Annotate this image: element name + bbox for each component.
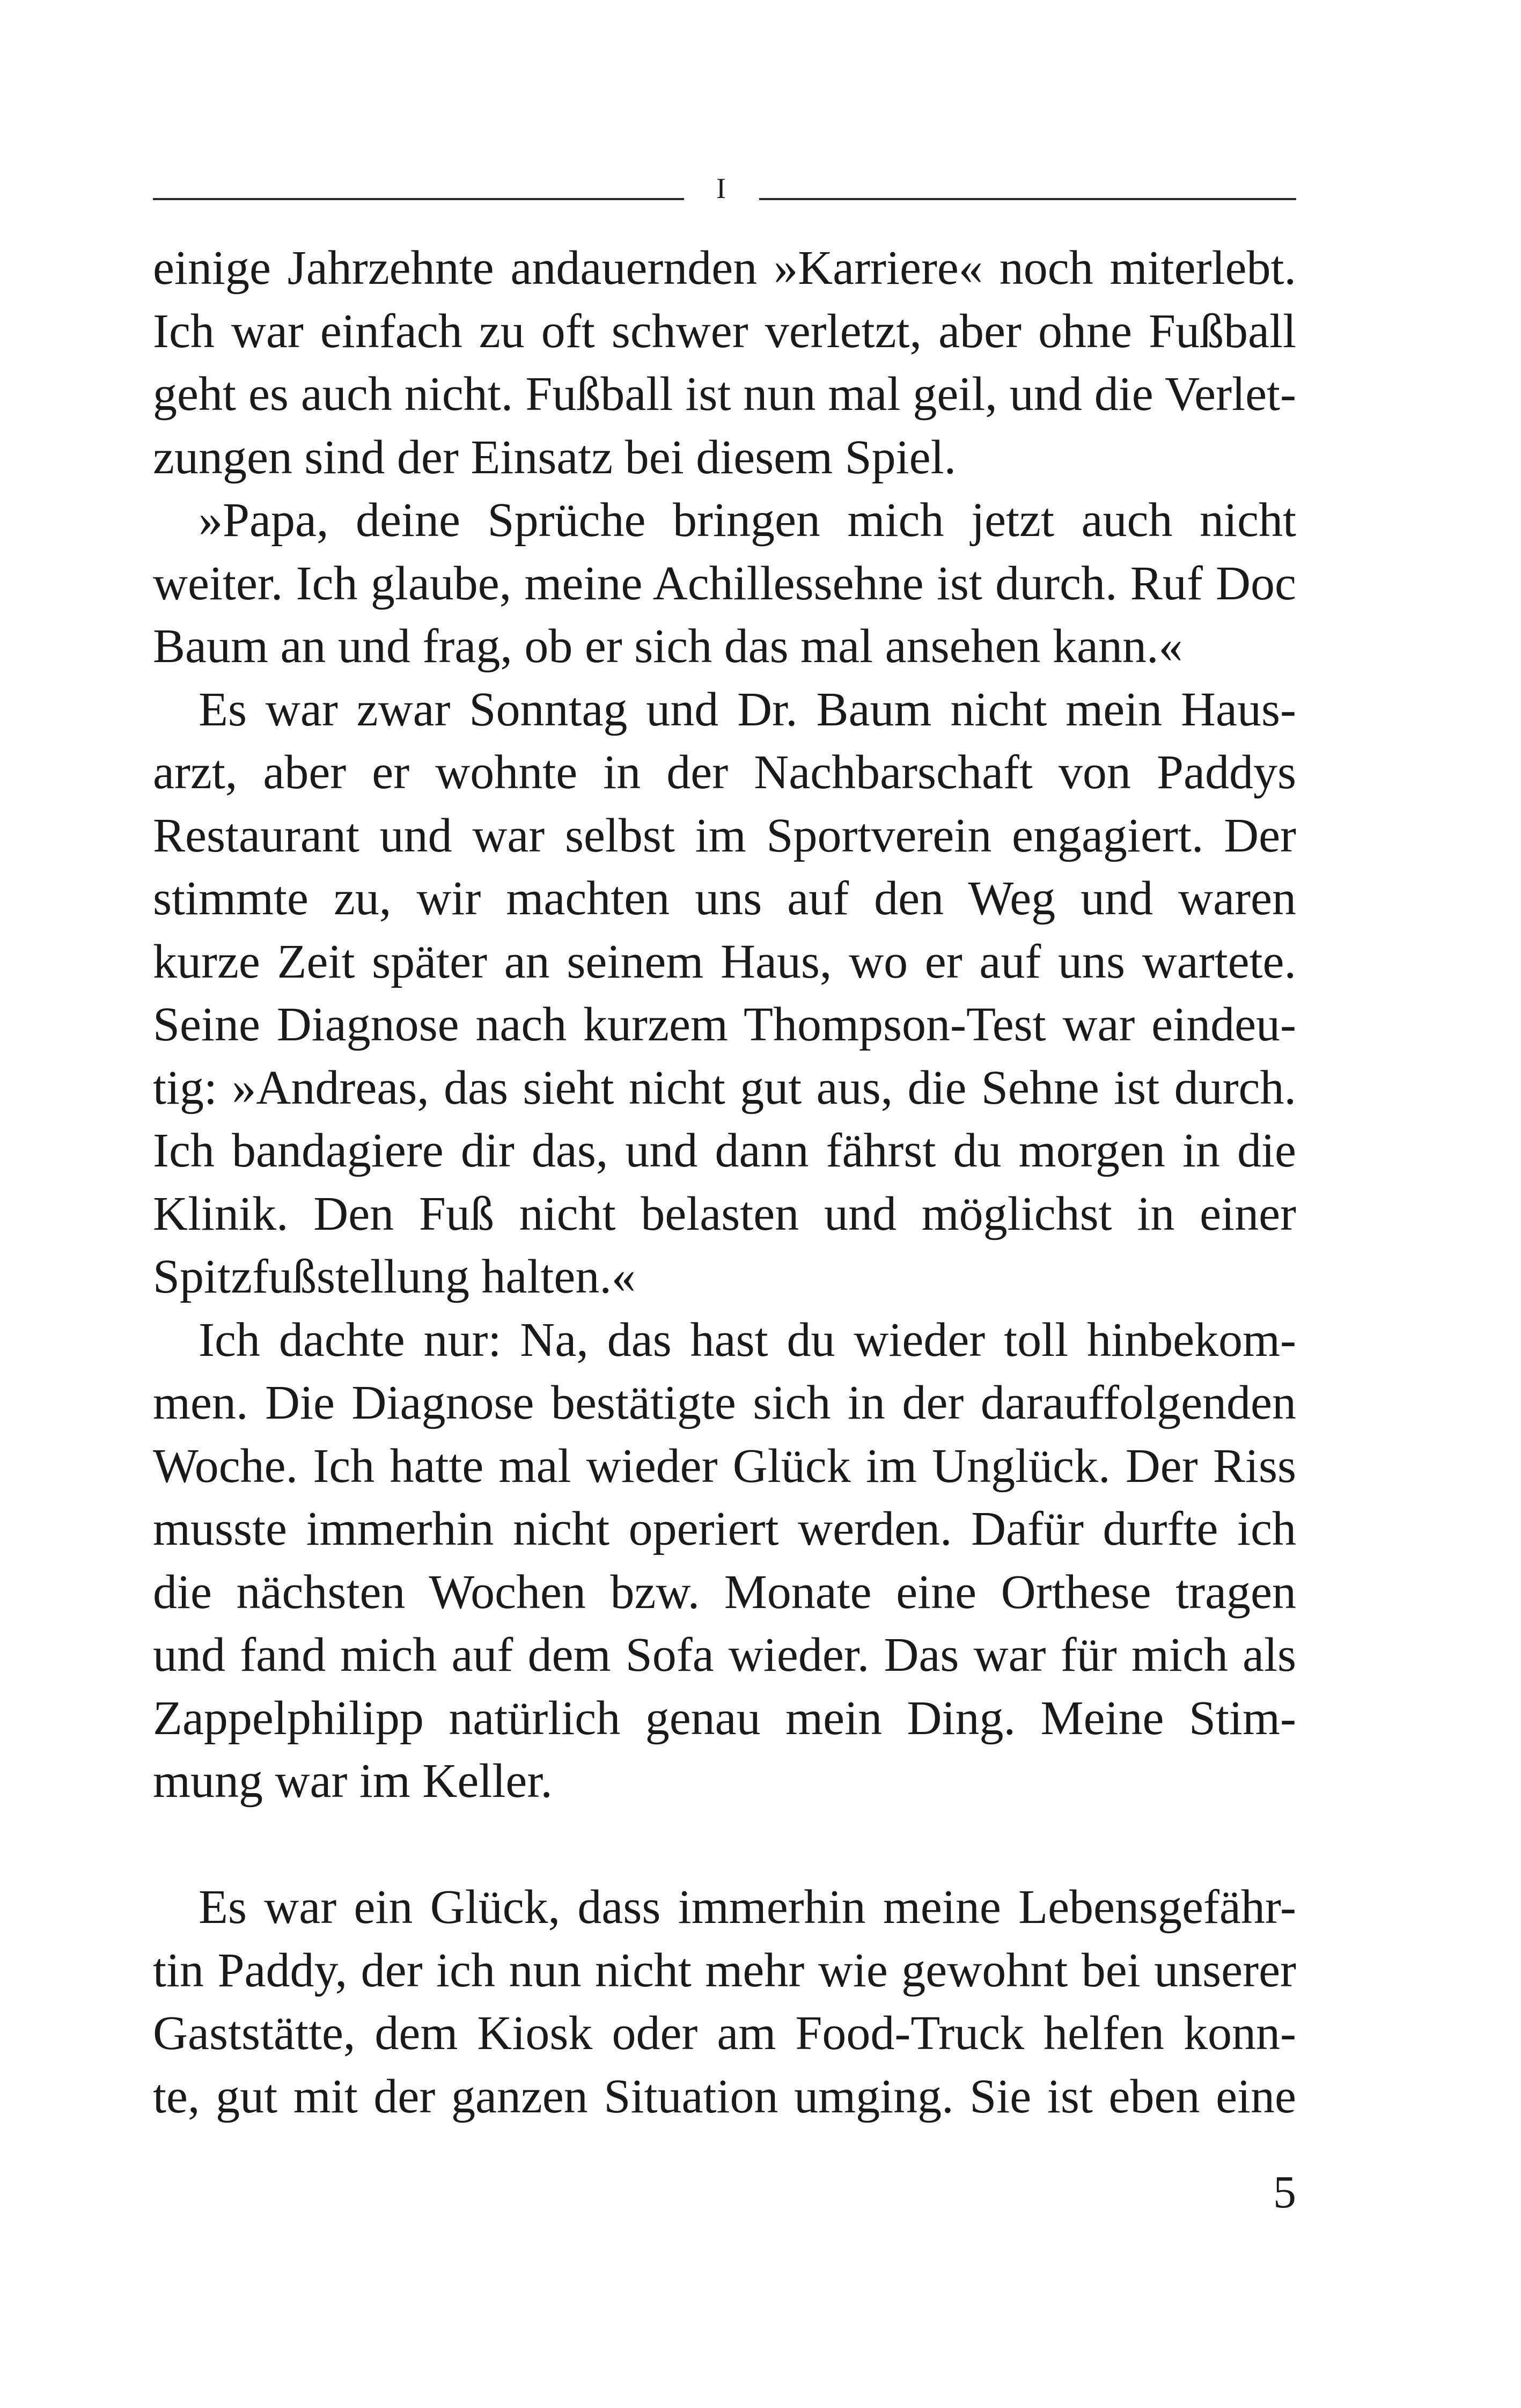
text-line: tin Paddy, der ich nun nicht mehr wie gewohnt bei unserer [153, 1943, 1296, 1997]
running-header [153, 166, 1296, 220]
header-rule-right [759, 198, 1296, 200]
text-line: weiter. Ich glaube, meine Achillessehne ist durch. Ruf Doc [153, 556, 1296, 610]
text-line: einige Jahrzehnte andauernden »Karriere« noch miterlebt. [153, 241, 1296, 295]
text-line: Gaststätte, dem Kiosk oder am Food-Truck helfen konn- [153, 2007, 1296, 2060]
text-line: geht es auch nicht. Fußball ist nun mal geil, und die Verlet- [153, 368, 1296, 421]
paragraph [153, 1876, 1296, 2128]
text-line: die nächsten Wochen bzw. Monate eine Orthese tragen [153, 1565, 1296, 1619]
text-line: Es war zwar Sonntag und Dr. Baum nicht mein Haus- [199, 682, 1296, 736]
text-line: Baum an und frag, ob er sich das mal ansehen kann.« [153, 620, 1183, 673]
chapter-number: I [716, 172, 727, 204]
text-line: Klinik. Den Fuß nicht belasten und möglichst in einer [153, 1187, 1296, 1240]
paragraph [153, 237, 1296, 489]
paragraph [153, 678, 1296, 1309]
text-line: mung war im Keller. [153, 1754, 553, 1808]
body-text [153, 237, 1296, 2128]
text-line: Seine Diagnose nach kurzem Thompson-Test war eindeu- [153, 998, 1296, 1051]
text-line: Ich bandagiere dir das, und dann fährst du morgen in die [153, 1124, 1296, 1177]
text-line: Restaurant und war selbst im Sportverein engagiert. Der [153, 809, 1296, 862]
page-number: 5 [1273, 2166, 1296, 2218]
text-line: te, gut mit der ganzen Situation umging. Sie ist eben eine [153, 2069, 1296, 2123]
text-line: Ich dachte nur: Na, das hast du wieder toll hinbekom- [199, 1313, 1296, 1367]
section-break [153, 1813, 1296, 1876]
text-line: »Papa, deine Sprüche bringen mich jetzt auch nicht [199, 494, 1296, 547]
header-rule-left [153, 198, 684, 200]
text-line: stimmte zu, wir machten uns auf den Weg und waren [153, 872, 1296, 925]
text-line: arzt, aber er wohnte in der Nachbarschaft von Paddys [153, 746, 1296, 799]
text-line: zungen sind der Einsatz bei diesem Spiel. [153, 430, 957, 484]
text-line: Woche. Ich hatte mal wieder Glück im Unglück. Der Riss [153, 1439, 1296, 1493]
text-line: Es war ein Glück, dass immerhin meine Lebensgefähr- [199, 1881, 1296, 1934]
text-line: men. Die Diagnose bestätigte sich in der darauffolgenden [153, 1376, 1296, 1429]
text-line: tig: »Andreas, das sieht nicht gut aus, die Sehne ist durch. [153, 1061, 1296, 1114]
paragraph [153, 489, 1296, 678]
text-line: kurze Zeit später an seinem Haus, wo er auf uns wartete. [153, 935, 1296, 988]
text-line: Ich war einfach zu oft schwer verletzt, aber ohne Fußball [153, 304, 1296, 358]
text-line: und fand mich auf dem Sofa wieder. Das war für mich als [153, 1628, 1296, 1682]
text-line: Zappelphilipp natürlich genau mein Ding. Meine Stim- [153, 1691, 1296, 1745]
text-line: musste immerhin nicht operiert werden. Dafür durfte ich [153, 1502, 1296, 1555]
text-line: Spitzfußstellung halten.« [153, 1250, 636, 1303]
paragraph [153, 1309, 1296, 1813]
